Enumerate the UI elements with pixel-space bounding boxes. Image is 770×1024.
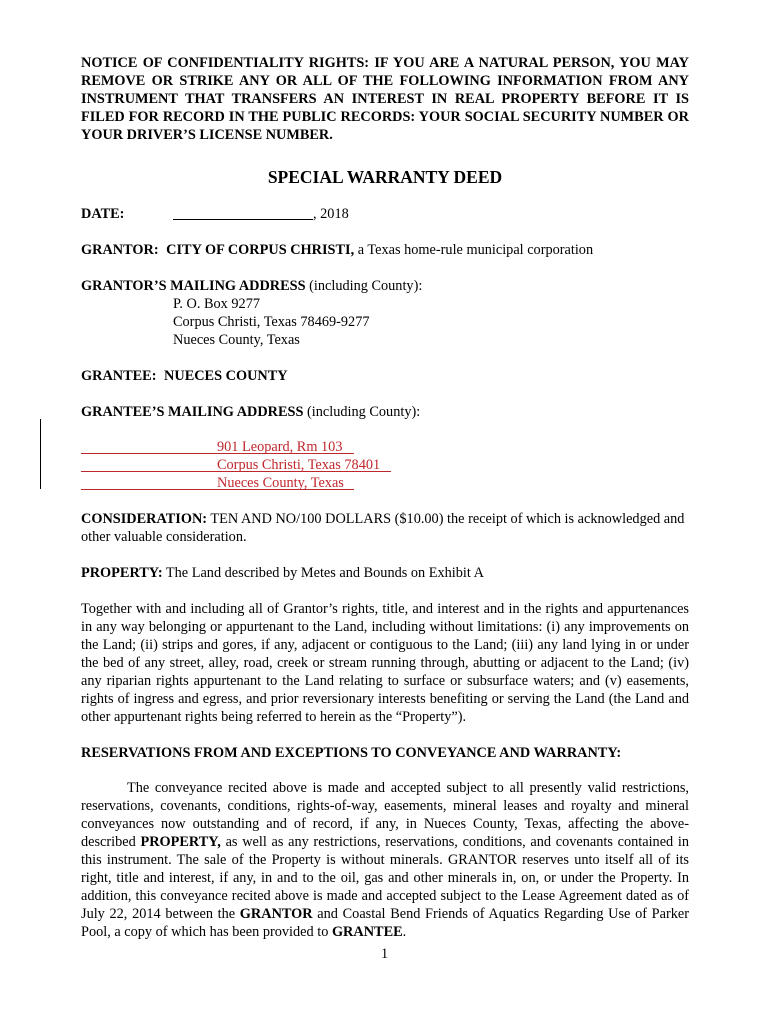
grantor-address-label: GRANTOR’S MAILING ADDRESS bbox=[81, 278, 306, 294]
grantee-address-line: Nueces County, Texas bbox=[217, 475, 344, 491]
grantor-address-line: Corpus Christi, Texas 78469-9277 bbox=[173, 314, 370, 330]
date-blank-line bbox=[173, 219, 313, 220]
reservations-paragraph bbox=[81, 779, 689, 941]
revision-bar bbox=[40, 419, 41, 489]
grantor-name: CITY OF CORPUS CHRISTI, bbox=[166, 242, 355, 258]
reservations-text: . bbox=[402, 924, 407, 940]
grantor-address-line: P. O. Box 9277 bbox=[173, 296, 260, 312]
confidentiality-notice: NOTICE OF CONFIDENTIALITY RIGHTS: IF YOU ARE A NATURAL PERSON, YOU MAY REMOVE OR STRIKE ANY OR ALL OF THE FOLLOWING INFORMATION FROM ANY INSTRUMENT THAT TRANSFERS AN INTEREST IN REAL PROPERTY BEFORE IT IS FILED FOR RECORD IN THE PUBLIC RECORDS: YOUR SOCIAL SECURITY NUMBER OR YOUR DRIVER’S LICENSE NUMBER. bbox=[81, 55, 689, 143]
grantor-description: a Texas home-rule municipal corporation bbox=[354, 242, 594, 258]
together-paragraph: Together with and including all of Grantor’s rights, title, and interest and in the rights and appurtenances in any way belonging or appurtenant to the Land, including without limitations: (i) any improvements on the Land; (ii) strips and gores, if any, adjacent or contiguous to the Land; (iii) any land lying in or under the bed of any street, alley, road, creek or stream running through, abutting or adjacent to the Land; (iv) any riparian rights appurtenant to the Land relating to surface or subsurface waters; and (v) easements, rights of ingress and egress, and prior reversionary interests benefiting or serving the Land (the Land and other appurtenant rights being referred to herein as the “Property”). bbox=[81, 601, 689, 725]
grantee-address-note: (including County): bbox=[303, 404, 421, 420]
date-label: DATE: bbox=[81, 206, 125, 222]
grantor-term: GRANTOR bbox=[239, 906, 313, 922]
consideration-label: CONSIDERATION: bbox=[81, 511, 208, 527]
grantee-term: GRANTEE bbox=[331, 924, 403, 940]
grantor-address-line: Nueces County, Texas bbox=[173, 332, 300, 348]
reservations-text: as well as any restrictions, reservations, conditions, and covenants contained in this instrument. The sale of the Property is without minerals. GRANTOR reserves unto itself all of its right, title and interest, if any, in and to the oil, gas and other minerals in, on, or under the Property. In addition, this conveyance recited above is made and accepted subject to the Lease Agreement dated as of July 22, 2014 between the bbox=[81, 834, 689, 922]
grantor-address-note: (including County): bbox=[305, 278, 423, 294]
property-label: PROPERTY: bbox=[81, 565, 163, 581]
date-year: , 2018 bbox=[313, 206, 349, 222]
property-text: The Land described by Metes and Bounds on Exhibit A bbox=[162, 565, 484, 581]
document-title: SPECIAL WARRANTY DEED bbox=[267, 167, 503, 187]
grantee-name: NUECES COUNTY bbox=[164, 368, 288, 384]
reservations-text: and Coastal Bend Friends of Aquatics Regarding Use of Parker Pool, a copy of which has been provided to bbox=[81, 906, 689, 940]
reservations-text: The conveyance recited above is made and accepted subject to all presently valid restrictions, reservations, covenants, conditions, rights-of-way, easements, mineral leases and royalty and mineral conveyances now outstanding and of record, if any, in Nueces County, Texas, affecting the above-described bbox=[81, 780, 689, 850]
page-number: 1 bbox=[381, 946, 389, 962]
grantor-label: GRANTOR: bbox=[81, 242, 159, 258]
property-term: PROPERTY, bbox=[140, 834, 221, 850]
property-paragraph bbox=[81, 564, 689, 582]
grantee-address-line: 901 Leopard, Rm 103 bbox=[217, 439, 343, 455]
reservations-heading: RESERVATIONS FROM AND EXCEPTIONS TO CONVEYANCE AND WARRANTY: bbox=[81, 745, 622, 761]
grantee-label: GRANTEE: bbox=[81, 368, 157, 384]
grantee-address-label: GRANTEE’S MAILING ADDRESS bbox=[81, 404, 304, 420]
grantor-line bbox=[81, 241, 593, 259]
grantee-address-heading bbox=[81, 403, 420, 421]
grantee-address-line: Corpus Christi, Texas 78401 bbox=[217, 457, 381, 473]
consideration-paragraph bbox=[81, 510, 689, 546]
consideration-text: TEN AND NO/100 DOLLARS ($10.00) the receipt of which is acknowledged and other valuable consideration. bbox=[81, 511, 685, 545]
grantee-line bbox=[81, 367, 288, 385]
grantor-address-heading bbox=[81, 277, 422, 295]
